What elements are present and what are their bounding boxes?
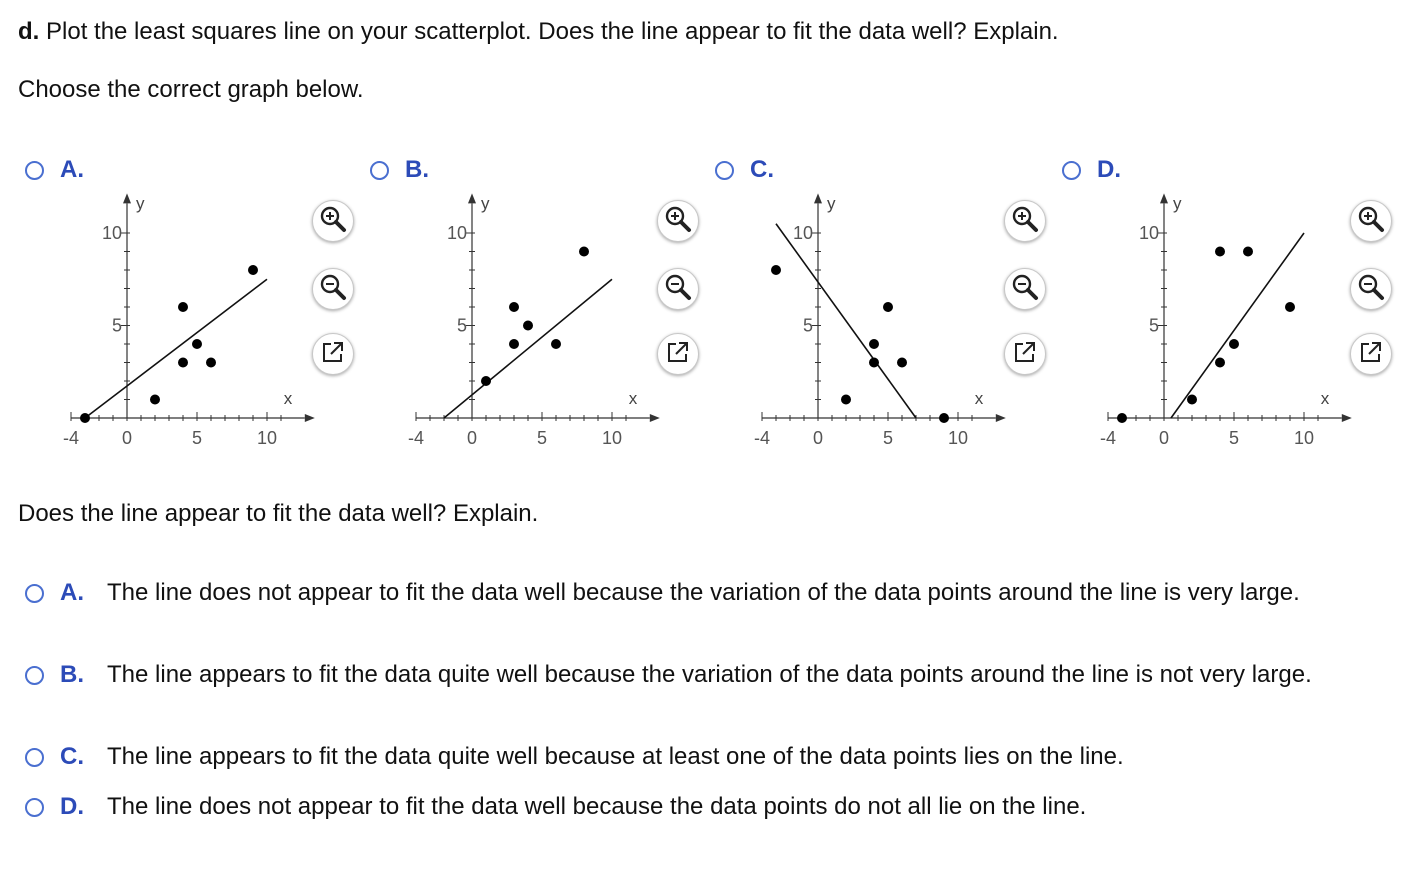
x-tick-label: -4 — [753, 428, 771, 448]
y-tick-label: 5 — [111, 315, 122, 336]
graph-b — [400, 190, 660, 460]
answer-c-radio[interactable] — [25, 748, 44, 767]
x-tick-label: 5 — [882, 428, 894, 448]
data-point — [192, 339, 202, 349]
x-tick-label: 10 — [256, 428, 278, 448]
answer-b-text: The line appears to fit the data quite well because the variation of the data points around the line is not very large. — [107, 661, 1312, 688]
data-point — [1215, 358, 1225, 368]
popout-button-c[interactable] — [1004, 333, 1046, 375]
y-tick-label: 5 — [802, 315, 813, 336]
data-point — [150, 395, 160, 405]
x-tick-label: 10 — [947, 428, 969, 448]
y-tick-label: 10 — [792, 223, 813, 243]
popout-icon — [320, 339, 346, 370]
data-point — [1187, 395, 1197, 405]
answer-d-text: The line does not appear to fit the data well because the data points do not all lie on the line. — [107, 793, 1087, 820]
x-tick-label: 5 — [1228, 428, 1240, 448]
graph-d — [1092, 190, 1352, 460]
zoom-out-button-c[interactable] — [1004, 268, 1046, 310]
option-a-letter: A. — [60, 156, 84, 183]
y-axis-label: y — [827, 193, 836, 213]
data-point — [178, 358, 188, 368]
option-b-radio[interactable] — [370, 161, 389, 180]
y-tick-label: 10 — [101, 223, 122, 243]
x-tick-label: 0 — [812, 428, 824, 448]
x-tick-label: 0 — [466, 428, 478, 448]
x-tick-label: 10 — [601, 428, 623, 448]
zoom-in-button-d[interactable] — [1350, 200, 1392, 242]
zoom-in-icon — [1356, 204, 1386, 239]
data-point — [1229, 339, 1239, 349]
y-tick-label: 10 — [1138, 223, 1159, 243]
x-tick-label: 10 — [1293, 428, 1315, 448]
y-axis-label: y — [136, 193, 145, 213]
data-point — [551, 339, 561, 349]
option-b-letter: B. — [405, 156, 429, 183]
x-tick-label: -4 — [62, 428, 80, 448]
data-point — [178, 302, 188, 312]
zoom-out-icon — [1010, 272, 1040, 307]
y-tick-label: 5 — [1148, 315, 1159, 336]
zoom-out-icon — [318, 272, 348, 307]
option-d-letter: D. — [1097, 156, 1121, 183]
zoom-out-button-b[interactable] — [657, 268, 699, 310]
answer-c-letter: C. — [60, 743, 84, 770]
x-axis-label: x — [1320, 389, 1330, 408]
x-tick-label: 0 — [1158, 428, 1170, 448]
answer-a-text: The line does not appear to fit the data well because the variation of the data points around the line is very large. — [107, 579, 1300, 606]
part-label: d. — [18, 18, 40, 45]
zoom-in-icon — [663, 204, 693, 239]
data-point — [481, 376, 491, 386]
popout-button-a[interactable] — [312, 333, 354, 375]
zoom-in-icon — [1010, 204, 1040, 239]
popout-button-d[interactable] — [1350, 333, 1392, 375]
option-c-radio[interactable] — [715, 161, 734, 180]
data-point — [1285, 302, 1295, 312]
option-d-radio[interactable] — [1062, 161, 1081, 180]
least-squares-line — [85, 279, 267, 418]
zoom-in-button-b[interactable] — [657, 200, 699, 242]
data-point — [897, 358, 907, 368]
data-point — [1215, 247, 1225, 257]
x-tick-label: 0 — [121, 428, 133, 448]
data-point — [869, 358, 879, 368]
popout-icon — [1358, 339, 1384, 370]
x-axis-label: x — [283, 389, 293, 408]
question-title — [18, 18, 1059, 46]
zoom-out-button-a[interactable] — [312, 268, 354, 310]
x-axis-label: x — [974, 389, 984, 408]
data-point — [509, 339, 519, 349]
answer-c-text: The line appears to fit the data quite well because at least one of the data points lies on the line. — [107, 743, 1124, 770]
data-point — [523, 321, 533, 331]
zoom-out-icon — [663, 272, 693, 307]
popout-icon — [1012, 339, 1038, 370]
data-point — [80, 413, 90, 423]
x-tick-label: 5 — [536, 428, 548, 448]
data-point — [579, 247, 589, 257]
least-squares-line — [444, 279, 612, 418]
answer-a-radio[interactable] — [25, 584, 44, 603]
zoom-in-icon — [318, 204, 348, 239]
data-point — [1243, 247, 1253, 257]
instruction-text: Choose the correct graph below. — [18, 76, 364, 103]
zoom-in-button-c[interactable] — [1004, 200, 1046, 242]
data-point — [248, 265, 258, 275]
x-axis-label: x — [628, 389, 638, 408]
answer-b-letter: B. — [60, 661, 84, 688]
popout-button-b[interactable] — [657, 333, 699, 375]
option-a-radio[interactable] — [25, 161, 44, 180]
answer-d-radio[interactable] — [25, 798, 44, 817]
answer-d-letter: D. — [60, 793, 84, 820]
data-point — [841, 395, 851, 405]
option-c-letter: C. — [750, 156, 774, 183]
y-tick-label: 10 — [446, 223, 467, 243]
data-point — [883, 302, 893, 312]
graph-a — [55, 190, 315, 460]
least-squares-line — [776, 224, 916, 418]
data-point — [1117, 413, 1127, 423]
least-squares-line — [1171, 233, 1304, 418]
y-tick-label: 5 — [456, 315, 467, 336]
zoom-out-button-d[interactable] — [1350, 268, 1392, 310]
data-point — [206, 358, 216, 368]
question2-text: Does the line appear to fit the data well? Explain. — [18, 500, 539, 527]
y-axis-label: y — [481, 193, 490, 213]
zoom-in-button-a[interactable] — [312, 200, 354, 242]
answer-a-letter: A. — [60, 579, 84, 606]
zoom-out-icon — [1356, 272, 1386, 307]
x-tick-label: -4 — [407, 428, 425, 448]
question-text: Plot the least squares line on your scatterplot. Does the line appear to fit the data well? Explain. — [46, 18, 1059, 45]
graph-c — [746, 190, 1006, 460]
y-axis-label: y — [1173, 193, 1182, 213]
data-point — [939, 413, 949, 423]
x-tick-label: -4 — [1099, 428, 1117, 448]
x-tick-label: 5 — [191, 428, 203, 448]
data-point — [869, 339, 879, 349]
popout-icon — [665, 339, 691, 370]
answer-b-radio[interactable] — [25, 666, 44, 685]
data-point — [509, 302, 519, 312]
data-point — [771, 265, 781, 275]
